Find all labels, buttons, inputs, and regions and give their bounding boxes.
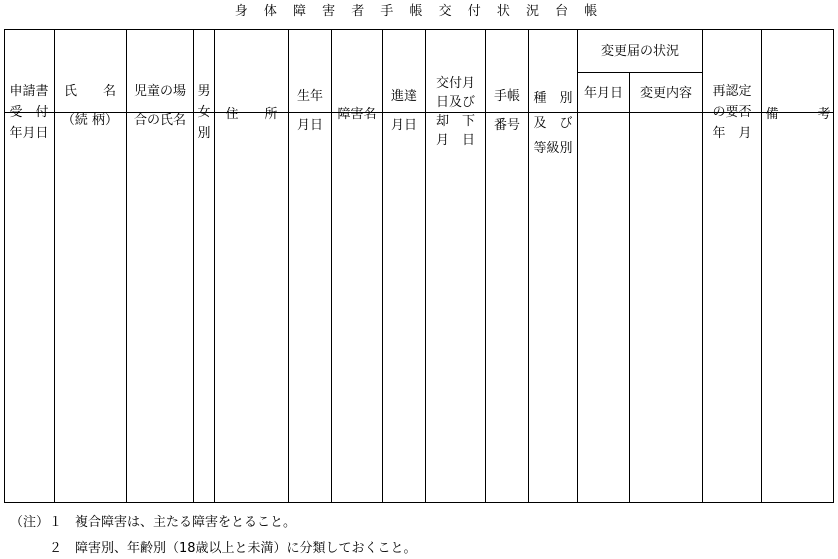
header-name-relation: 氏 名 （続 柄） [61, 84, 119, 128]
header-recertification: 再認定 の要否 年 月 [712, 84, 752, 141]
header-change-notice-group: 変更届の状況 [600, 44, 679, 59]
group-header-divider [577, 72, 702, 73]
header-forward-date: 進達 月日 [390, 89, 417, 133]
header-sex: 男 女 別 [197, 84, 211, 141]
header-application-date: 申請書 受 付 年月日 [9, 84, 49, 141]
note-line: ２ 障害別、年齢別（18歳以上と未満）に分類しておくこと。 [10, 541, 417, 556]
header-type-grade: 種 別 及 び 等級別 [533, 91, 573, 156]
note-line: （注）１ 複合障害は、主たる障害をとること。 [10, 515, 297, 530]
header-issue-reject-date: 交付月 日及び 却 下 月 日 [435, 76, 475, 148]
header-handbook-number: 手帳 番号 [493, 89, 520, 133]
header-change-content: 変更内容 [639, 86, 692, 101]
column-divider [629, 72, 630, 503]
header-remarks: 備 考 [765, 107, 831, 122]
column-divider [54, 29, 55, 503]
page-title: 身 体 障 害 者 手 帳 交 付 状 況 台 帳 [234, 4, 604, 19]
header-address: 住 所 [225, 107, 278, 122]
header-child-name: 児童の場 合の氏名 [133, 84, 186, 128]
header-disability-name: 障害名 [337, 107, 377, 122]
header-birth-date: 生年 月日 [296, 89, 323, 133]
header-change-date: 年月日 [583, 86, 623, 101]
